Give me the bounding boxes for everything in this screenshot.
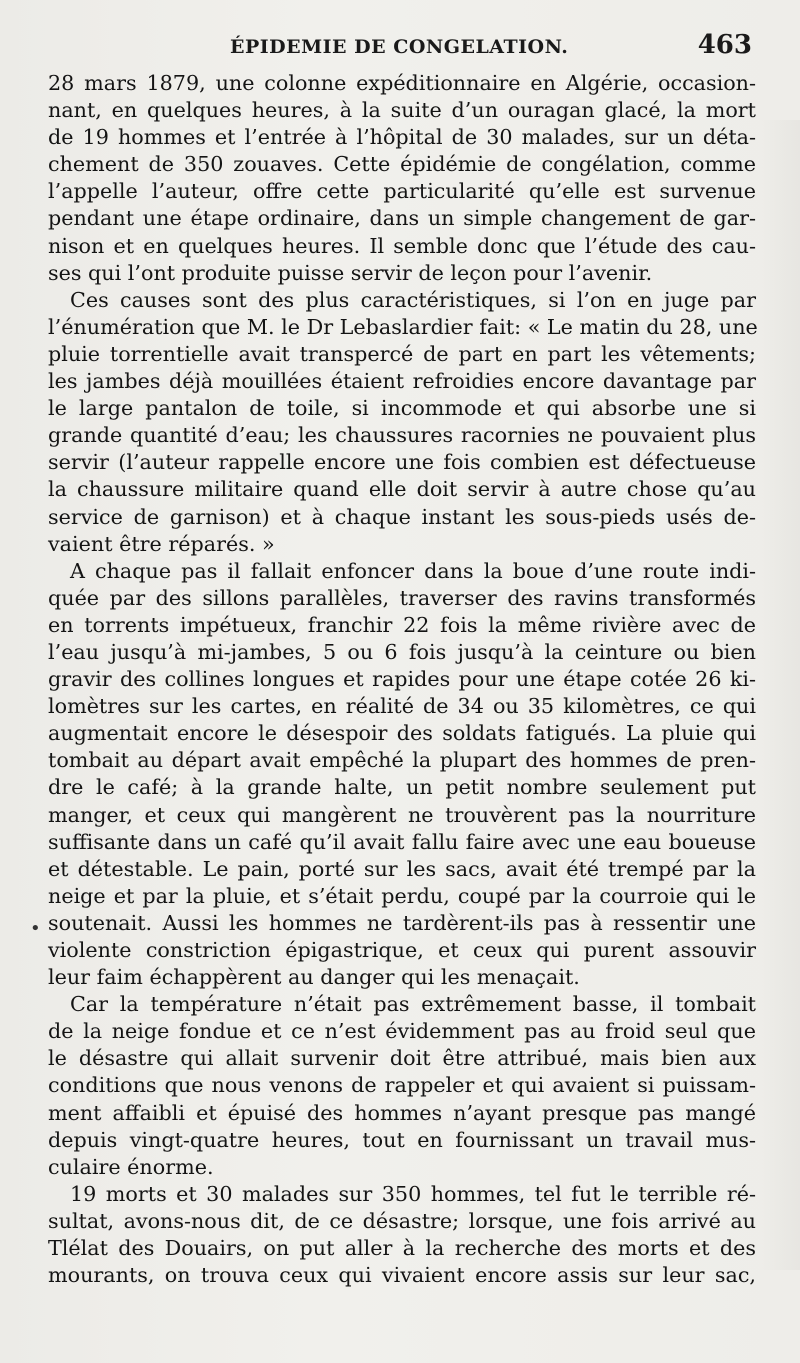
text-line: servir (l’auteur rappelle encore une fois combien est défectueuse: [48, 450, 756, 475]
text-line: l’eau jusqu’à mi-jambes, 5 ou 6 fois jusqu’à la ceinture ou bien: [48, 639, 756, 664]
text-line: en torrents impétueux, franchir 22 fois la même rivière avec de: [48, 612, 756, 637]
text-line: Tlélat des Douairs, on put aller à la recherche des morts et des: [48, 1236, 756, 1261]
text-line: nison et en quelques heures. Il semble donc que l’étude des cau-: [48, 233, 756, 258]
page-edge-shadow: [760, 120, 800, 1270]
text-line: gravir des collines longues et rapides pour une étape cotée 26 ki-: [48, 667, 756, 692]
text-line: pendant une étape ordinaire, dans un simple changement de gar-: [48, 206, 756, 231]
text-line: mourants, on trouva ceux qui vivaient encore assis sur leur sac,: [48, 1263, 756, 1288]
text-line: augmentait encore le désespoir des soldats fatigués. La pluie qui: [48, 721, 756, 746]
text-line: de 19 hommes et l’entrée à l’hôpital de 30 malades, sur un déta-: [48, 125, 756, 150]
text-line: conditions que nous venons de rappeler et qui avaient si puissam-: [48, 1073, 756, 1098]
text-line: 28 mars 1879, une colonne expéditionnaire en Algérie, occasion-: [48, 71, 756, 95]
text-line: le large pantalon de toile, si incommode et qui absorbe une si: [48, 396, 756, 421]
text-line: tombait au départ avait empêché la plupart des hommes de pren-: [48, 748, 756, 773]
text-line: quée par des sillons parallèles, traverser des ravins transformés: [48, 585, 756, 610]
text-line: les jambes déjà mouillées étaient refroidies encore davantage par: [48, 369, 756, 394]
body-text: [48, 70, 756, 1289]
text-line: violente constriction épigastrique, et ceux qui purent assouvir: [48, 938, 756, 962]
text-line: et détestable. Le pain, porté sur les sacs, avait été trempé par la: [48, 856, 756, 881]
text-line: soutenait. Aussi les hommes ne tardèrent-ils pas à ressentir une: [48, 910, 756, 935]
text-line: leur faim échappèrent au danger qui les menaçait.: [48, 965, 580, 990]
text-line: culaire énorme.: [48, 1154, 214, 1179]
text-line: nant, en quelques heures, à la suite d’un ouragan glacé, la mort: [48, 98, 756, 123]
paragraph-first-line: A chaque pas il fallait enfoncer dans la boue d’une route indi-: [70, 558, 756, 583]
margin-mark: •: [30, 918, 41, 939]
text-line: dre le café; à la grande halte, un petit nombre seulement put: [48, 775, 756, 800]
text-line: chement de 350 zouaves. Cette épidémie de congélation, comme: [48, 152, 756, 177]
running-title: ÉPIDEMIE DE CONGELATION.: [230, 36, 569, 58]
text-line: la chaussure militaire quand elle doit servir à autre chose qu’au: [48, 477, 756, 502]
text-line: ment affaibli et épuisé des hommes n’ayant presque pas mangé: [48, 1100, 756, 1125]
page-number: 463: [697, 30, 752, 60]
text-line: service de garnison) et à chaque instant les sous-pieds usés de-: [48, 504, 756, 529]
text-line: ses qui l’ont produite puisse servir de leçon pour l’avenir.: [48, 260, 653, 285]
text-line: l’appelle l’auteur, offre cette particularité qu’elle est survenue: [48, 179, 756, 204]
text-line: neige et par la pluie, et s’était perdu, coupé par la courroie qui le: [48, 883, 756, 908]
text-line: pluie torrentielle avait transpercé de part en part les vêtements;: [48, 341, 756, 366]
text-line: de la neige fondue et ce n’est évidemment pas au froid seul que: [48, 1019, 756, 1044]
text-line: l’énumération que M. le Dr Lebaslardier fait: « Le matin du 28, une: [48, 314, 758, 339]
paragraph-first-line: 19 morts et 30 malades sur 350 hommes, tel fut le terrible ré-: [70, 1181, 756, 1206]
text-line: vaient être réparés. »: [48, 531, 275, 556]
text-line: grande quantité d’eau; les chaussures racornies ne pouvaient plus: [48, 423, 756, 448]
text-line: manger, et ceux qui mangèrent ne trouvèrent pas la nourriture: [48, 802, 756, 827]
paragraph-first-line: Car la température n’était pas extrêmement basse, il tombait: [70, 992, 756, 1017]
text-line: suffisante dans un café qu’il avait fallu faire avec une eau boueuse: [48, 829, 756, 854]
text-line: sultat, avons-nous dit, de ce désastre; lorsque, une fois arrivé au: [48, 1208, 756, 1233]
text-line: depuis vingt-quatre heures, tout en fournissant un travail mus-: [48, 1127, 756, 1152]
text-line: lomètres sur les cartes, en réalité de 34 ou 35 kilomètres, ce qui: [48, 694, 756, 719]
text-line: le désastre qui allait survenir doit être attribué, mais bien aux: [48, 1046, 756, 1071]
paragraph-first-line: Ces causes sont des plus caractéristiques, si l’on en juge par: [70, 287, 756, 312]
